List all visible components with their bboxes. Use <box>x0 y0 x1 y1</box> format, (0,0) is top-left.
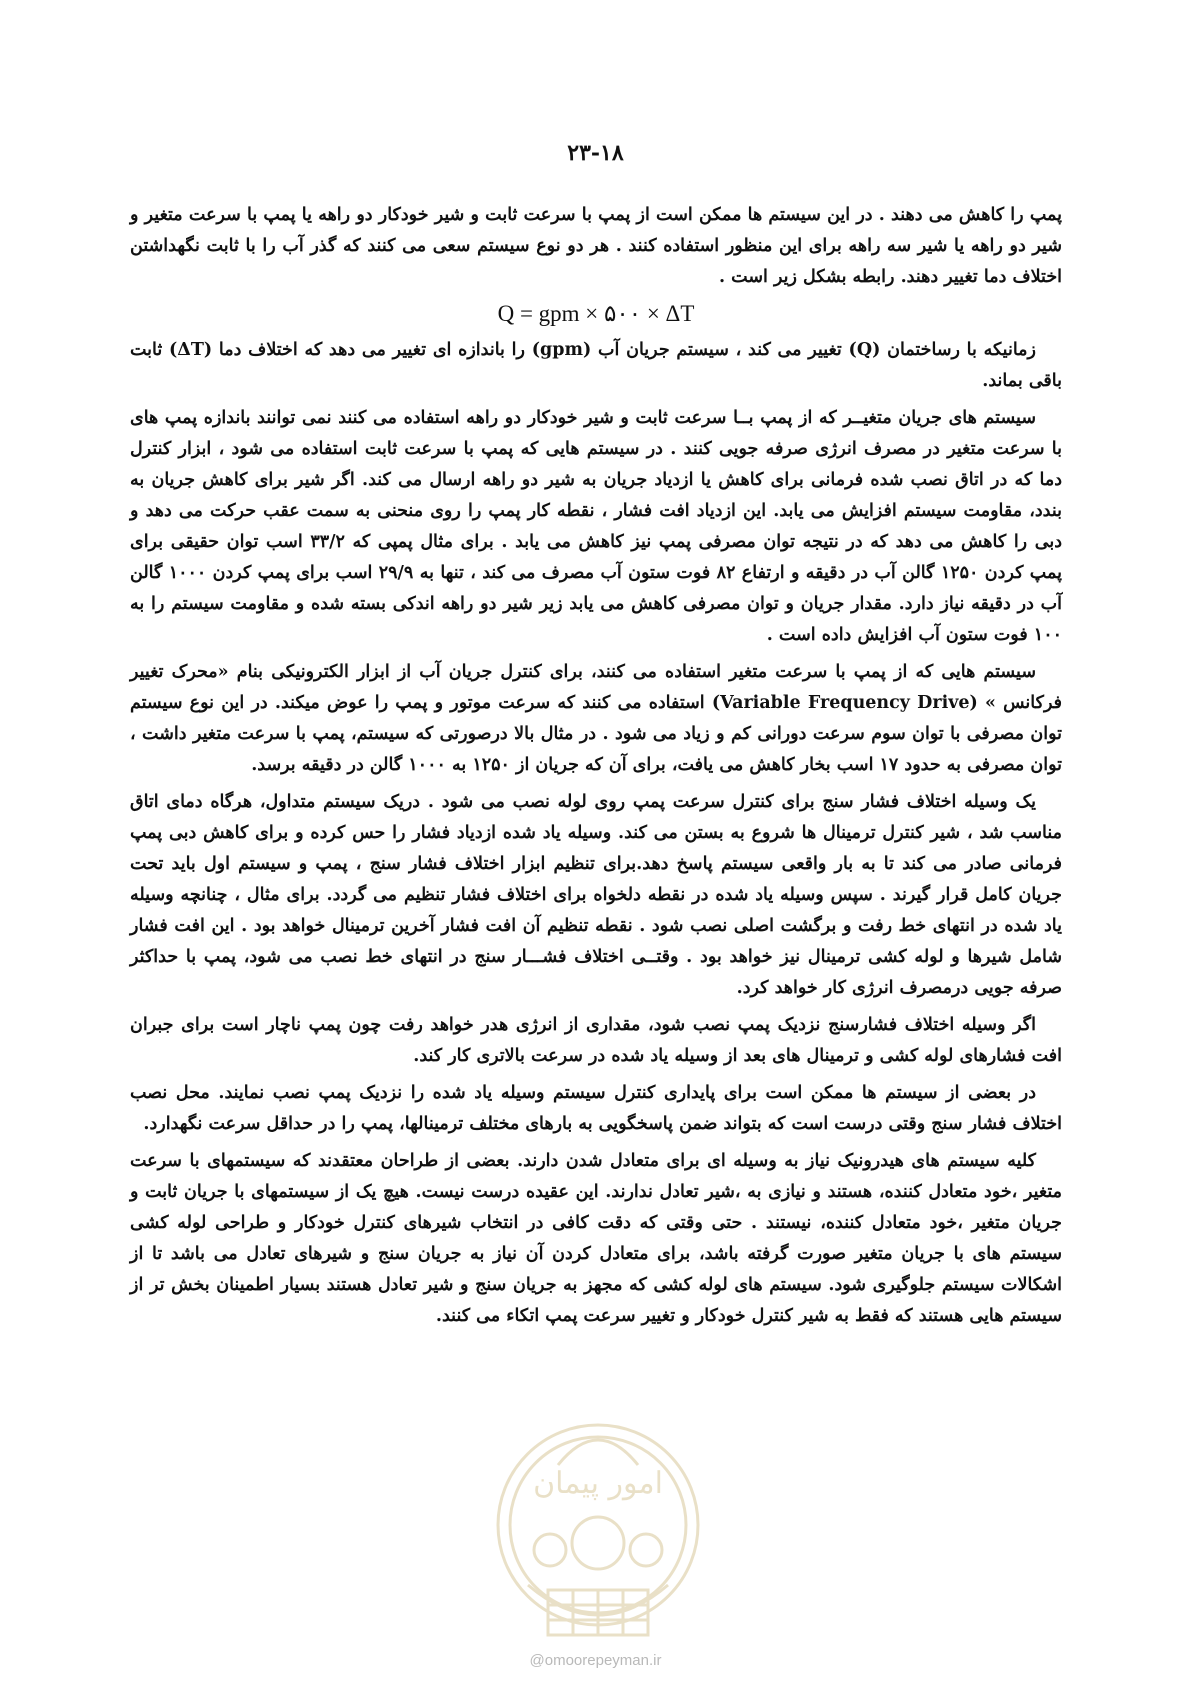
footer-url: @omoorepeyman.ir <box>529 1652 662 1669</box>
paragraph-intro: پمپ را کاهش می دهند . در این سیستم ها ممکن است از پمپ با سرعت ثابت و شیر خودکار دو راهه یا پمپ با سرعت متغیر و شیر دو راهه یا شیر سه راهه برای این منظور استفاده کنند . هر دو نوع سیستم سعی می کنند که گذر آب را با ثابت نگهداشتن اختلاف دما تغییر دهند. رابطه بشکل زیر است . <box>130 205 1062 287</box>
paragraph-1: زمانیکه با رساختمان (Q) تغییر می کند ، سیستم جریان آب (gpm) را باندازه ای تغییر می دهد که اختلاف دما (ΔT) ثابت باقی بماند. <box>130 340 1062 391</box>
paragraph-6: در بعضی از سیستم ها ممکن است برای پایداری کنترل سیستم وسیله یاد شده را نزدیک پمپ نصب نمایند. محل نصب اختلاف فشار سنج وقتی درست است که بتواند ضمن پاسخگویی به بارهای مختلف ترمینالها، پمپ را در حداقل سرعت نگهدارد. <box>130 1083 1062 1134</box>
watermark-script: امور پیمان <box>533 1466 663 1501</box>
paragraph-2: سیستم های جریان متغیــر که از پمپ بــا سرعت ثابت و شیر خودکار دو راهه استفاده می کنند نمی توانند باندازه پمپ های با سرعت متغیر در مصرف انرژی صرفه جویی کنند . در سیستم هایی که پمپ با سرعت ثابت استفاده می شود ، ابزار کنترل دما که در اتاق نصب شده فرمانی برای کاهش یا ازدیاد جریان به شیر دو راهه ارسال می کند. اگر شیر برای کاهش جریان به بندد، مقاومت سیستم افزایش می یابد. این ازدیاد افت فشار ، نقطه کار پمپ را روی منحنی به سمت عقب حرکت می دهد و دبی را کاهش می دهد که در نتیجه توان مصرفی پمپ نیز کاهش می یابد . برای مثال پمپی که ۳۳/۲ اسب توان حقیقی برای پمپ کردن ۱۲۵۰ گالن آب در دقیقه و ارتفاع ۸۲ فوت ستون آب مصرف می کند ، تنها به ۲۹/۹ اسب برای پمپ کردن ۱۰۰۰ گالن آب در دقیقه نیاز دارد. مقدار جریان و توان مصرفی کاهش می یابد زیر شیر دو راهه اندکی بسته شده و مقاومت سیستم را به ۱۰۰ فوت ستون آب افزایش داده است . <box>130 408 1062 645</box>
watermark-seal-icon <box>488 1375 708 1655</box>
paragraph-7: کلیه سیستم های هیدرونیک نیاز به وسیله ای برای متعادل شدن دارند. بعضی از طراحان معتقدند که سیستمهای با سرعت متغیر ،خود متعادل کننده، هستند و نیازی به ،شیر تعادل ندارند. این عقیده درست نیست. هیچ یک از سیستمهای با جریان ثابت و جریان متغیر ،خود متعادل کننده، نیستند . حتی وقتی که دقت کافی در انتخاب شیرهای کنترل خودکار و طراحی لوله کشی سیستم های با جریان متغیر صورت گرفته باشد، برای متعادل کردن آن نیاز به جریان سنج و شیرهای تعادل می باشد تا از اشکالات سیستم جلوگیری شود. سیستم های لوله کشی که مجهز به جریان سنج و شیر تعادل هستند بسیار اطمینان بخش تر از سیستم هایی هستند که فقط به شیر کنترل خودکار و تغییر سرعت پمپ اتکاء می کنند. <box>130 1151 1062 1326</box>
paragraph-3: سیستم هایی که از پمپ با سرعت متغیر استفاده می کنند، برای کنترل جریان آب از ابزار الکترونیکی بنام «محرک تغییر فرکانس » (Variable Frequency Drive) استفاده می کنند که سرعت موتور و پمپ را عوض میکند. در این نوع سیستم توان مصرفی با توان سوم سرعت دورانی کم و زیاد می شود . در مثال بالا درصورتی که سیستم، پمپ با سرعت متغیر داشت ، توان مصرفی به حدود ۱۷ اسب بخار کاهش می یافت، برای آن که جریان از ۱۲۵۰ به ۱۰۰۰ گالن در دقیقه برسد. <box>130 662 1062 775</box>
document-body <box>130 200 1062 1338</box>
paragraph-4: یک وسیله اختلاف فشار سنج برای کنترل سرعت پمپ روی لوله نصب می شود . دریک سیستم متداول، هرگاه دمای اتاق مناسب شد ، شیر کنترل ترمینال ها شروع به بستن می کند. وسیله یاد شده ازدیاد فشار را حس کرده و برای کاهش دبی پمپ فرمانی صادر می کند تا به بار واقعی سیستم پاسخ دهد.برای تنظیم ابزار اختلاف فشار سنج ، پمپ و سیستم اول باید تحت جریان کامل قرار گیرند . سپس وسیله یاد شده در نقطه دلخواه برای اختلاف فشار تنظیم می گردد. برای مثال ، چنانچه وسیله یاد شده در انتهای خط رفت و برگشت اصلی نصب شود . نقطه تنظیم آن افت فشار آخرین ترمینال خواهد بود . این افت فشار شامل شیرها و لوله کشی ترمینال نیز خواهد بود . وقتــی اختلاف فشـــار سنج در انتهای خط نصب می شود، پمپ با حداکثر صرفه جویی درمصرف انرژی کار خواهد کرد. <box>130 792 1062 998</box>
paragraph-5: اگر وسیله اختلاف فشارسنج نزدیک پمپ نصب شود، مقداری از انرژی هدر خواهد رفت چون پمپ ناچار است برای جبران افت فشارهای لوله کشی و ترمینال های بعد از وسیله یاد شده در سرعت بالاتری کار کند. <box>130 1015 1062 1066</box>
page-number: ۲۳-۱۸ <box>567 140 624 166</box>
flow-formula: Q = gpm × ۵۰۰ × ΔT <box>497 301 695 326</box>
